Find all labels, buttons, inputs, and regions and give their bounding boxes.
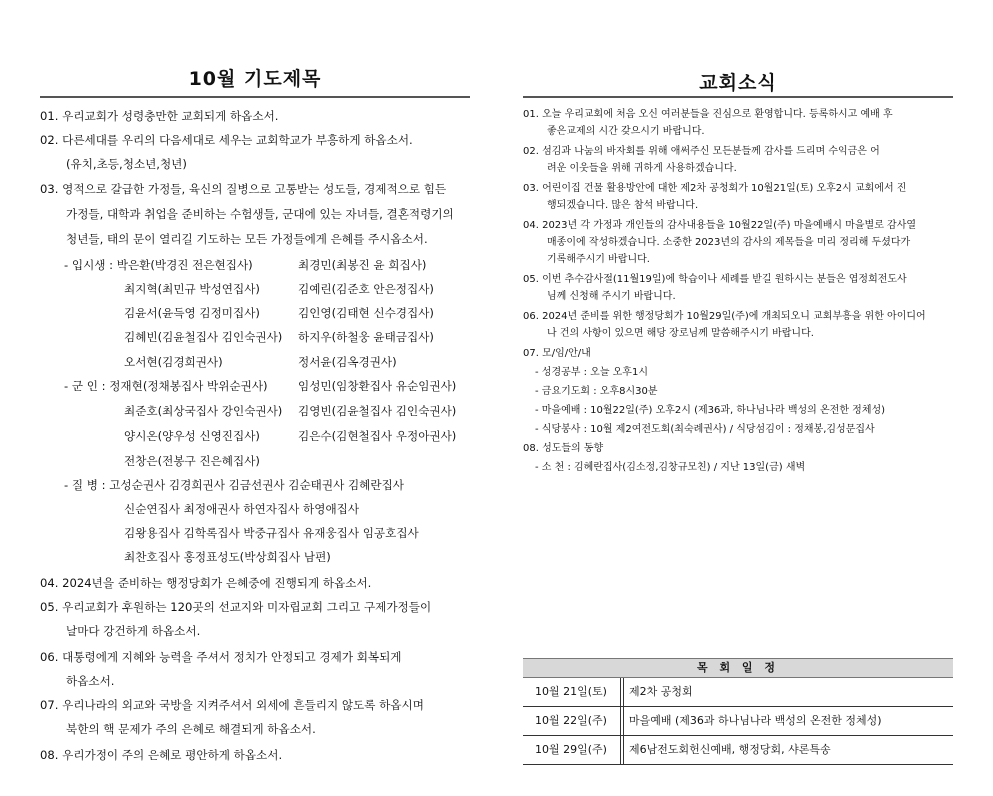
prayer-item-03-cont-2: 청년들, 태의 문이 열리길 기도하는 모든 가정들에게 은혜를 주시옵소서. bbox=[66, 232, 428, 246]
exam-students-name-10: 정서윤(김옥경권사) bbox=[298, 355, 397, 369]
prayer-item-05-cont: 날마다 강건하게 하옵소서. bbox=[66, 624, 201, 638]
news-item-02: 02. 섬김과 나눔의 바자회를 위해 애써주신 모든분들께 감사를 드리며 수익금은 어 bbox=[523, 146, 880, 157]
prayer-topics-title: 10월 기도제목 bbox=[188, 68, 322, 90]
military-name-5: 양시온(양우성 신영진집사) bbox=[124, 429, 260, 443]
schedule-event: 마을예배 (제36과 하나님나라 백성의 온전한 정체성) bbox=[629, 714, 882, 727]
prayer-item-07: 07. 우리나라의 외교와 국방을 지켜주셔서 외세에 흔들리지 않도록 하옵시며 bbox=[40, 698, 424, 712]
column-divider bbox=[620, 707, 621, 735]
prayer-item-01: 01. 우리교회가 성령충만한 교회되게 하옵소서. bbox=[40, 109, 279, 123]
illness-line-1: - 질 병 : 고성순권사 김경희권사 김금선권사 김순태권사 김혜란집사 bbox=[64, 478, 404, 492]
exam-students-name-8: 하지우(하철웅 윤태금집사) bbox=[298, 330, 434, 344]
news-item-07: 07. 모/임/안/내 bbox=[523, 348, 591, 359]
meeting-kitchen-service: - 식당봉사 : 10월 제2여전도회(최숙례권사) / 식당섬김이 : 정채봉,김성문집사 bbox=[535, 424, 875, 435]
illness-line-4: 최찬호집사 홍정표성도(박상희집사 남편) bbox=[124, 550, 331, 564]
exam-students-name-4: 김예린(김준호 안은정집사) bbox=[298, 282, 434, 296]
meeting-village-worship: - 마을예배 : 10월22일(주) 오후2시 (제36과, 하나님나라 백성의 온전한 정체성) bbox=[535, 405, 886, 416]
illness-line-2: 신순연집사 최정애권사 하연자집사 하영애집사 bbox=[124, 502, 360, 516]
prayer-item-06-cont: 하옵소서. bbox=[66, 674, 115, 688]
church-news-title: 교회소식 bbox=[699, 72, 777, 94]
news-item-08: 08. 성도들의 동향 bbox=[523, 443, 604, 454]
exam-students-name-7: 김혜빈(김윤철집사 김인숙권사) bbox=[124, 330, 283, 344]
prayer-item-03: 03. 영적으로 갈급한 가정들, 육신의 질병으로 고통받는 성도들, 경제적으로 힘든 bbox=[40, 182, 447, 196]
military-name-3: 최준호(최상국집사 강인숙권사) bbox=[124, 404, 283, 418]
prayer-item-03-cont-1: 가정들, 대학과 취업을 준비하는 수험생들, 군대에 있는 자녀들, 결혼적령기의 bbox=[66, 207, 454, 221]
military-line-1: - 군 인 : 정재현(정채봉집사 박위순권사) bbox=[64, 379, 268, 393]
exam-students-line-1: - 입시생 : 박은환(박경진 전은현집사) bbox=[64, 258, 253, 272]
table-row bbox=[523, 736, 953, 765]
table-row bbox=[523, 678, 953, 707]
column-divider bbox=[623, 707, 624, 735]
news-item-05-cont: 님께 신청해 주시기 바랍니다. bbox=[547, 291, 676, 302]
news-item-01-cont: 좋은교제의 시간 갖으시기 바랍니다. bbox=[547, 126, 705, 137]
news-item-06: 06. 2024년 준비를 위한 행정당회가 10월29일(주)에 개최되오니 교회부흥을 위한 아이디어 bbox=[523, 311, 926, 322]
member-passing-notice: - 소 천 : 김혜란집사(김소정,김창규모친) / 지난 13일(금) 새벽 bbox=[535, 462, 806, 473]
military-name-4: 김영빈(김윤철집사 김인숙권사) bbox=[298, 404, 457, 418]
schedule-event: 제6남전도회헌신예배, 행정당회, 샤론특송 bbox=[629, 743, 831, 756]
news-item-03-cont: 행되겠습니다. 많은 참석 바랍니다. bbox=[547, 200, 699, 211]
prayer-item-04: 04. 2024년을 준비하는 행정당회가 은혜중에 진행되게 하옵소서. bbox=[40, 576, 372, 590]
table-row bbox=[523, 707, 953, 736]
exam-students-name-3: 최지혁(최민규 박성연집사) bbox=[124, 282, 260, 296]
exam-students-name-6: 김인영(김태현 신수경집사) bbox=[298, 306, 434, 320]
illness-line-3: 김왕용집사 김학록집사 박중규집사 유재웅집사 임공호집사 bbox=[124, 526, 419, 540]
column-divider bbox=[620, 736, 621, 764]
church-news-divider bbox=[523, 96, 953, 98]
schedule-header: 목 회 일 정 bbox=[523, 658, 953, 678]
schedule-event: 제2차 공청회 bbox=[629, 685, 693, 698]
meeting-bible-study: - 성경공부 : 오늘 오후1시 bbox=[535, 367, 648, 378]
column-divider bbox=[623, 736, 624, 764]
news-item-02-cont: 려운 이웃들을 위해 귀하게 사용하겠습니다. bbox=[547, 163, 737, 174]
prayer-item-07-cont: 북한의 핵 문제가 주의 은혜로 해결되게 하옵소서. bbox=[66, 722, 316, 736]
prayer-item-06: 06. 대통령에게 지혜와 능력을 주셔서 정치가 안정되고 경제가 회복되게 bbox=[40, 650, 402, 664]
schedule-date: 10월 21일(토) bbox=[535, 685, 607, 698]
news-item-06-cont: 나 건의 사항이 있으면 해당 장로님께 말씀해주시기 바랍니다. bbox=[547, 328, 814, 339]
news-item-04-cont-2: 기록해주시기 바랍니다. bbox=[547, 254, 650, 265]
prayer-item-02-cont: (유치,초등,청소년,청년) bbox=[66, 157, 187, 171]
exam-students-name-2: 최경민(최봉진 윤 희집사) bbox=[298, 258, 427, 272]
exam-students-name-5: 김윤서(윤득영 김정미집사) bbox=[124, 306, 260, 320]
news-item-01: 01. 오늘 우리교회에 처음 오신 여러분들을 진심으로 환영합니다. 등록하시고 예배 후 bbox=[523, 109, 893, 120]
military-name-2: 임성민(임창환집사 유순임권사) bbox=[298, 379, 457, 393]
schedule-date: 10월 29일(주) bbox=[535, 743, 607, 756]
exam-students-name-9: 오서현(김경희권사) bbox=[124, 355, 223, 369]
meeting-friday-prayer: - 금요기도회 : 오후8시30분 bbox=[535, 386, 658, 397]
military-name-7: 전창은(전봉구 진은혜집사) bbox=[124, 454, 260, 468]
schedule-date: 10월 22일(주) bbox=[535, 714, 607, 727]
news-item-05: 05. 이번 추수감사절(11월19일)에 학습이나 세례를 받길 원하시는 분들은 엽정희전도사 bbox=[523, 274, 907, 285]
news-item-04-cont-1: 매종이에 작성하겠습니다. 소중한 2023년의 감사의 제목들을 미리 정리해 두셨다가 bbox=[547, 237, 911, 248]
column-divider bbox=[620, 678, 621, 706]
prayer-item-08: 08. 우리가정이 주의 은혜로 평안하게 하옵소서. bbox=[40, 748, 283, 762]
military-name-6: 김은수(김현철집사 우정아권사) bbox=[298, 429, 457, 443]
prayer-item-02: 02. 다른세대를 우리의 다음세대로 세우는 교회학교가 부흥하게 하옵소서. bbox=[40, 133, 413, 147]
news-item-04: 04. 2023년 각 가정과 개인들의 감사내용들을 10월22일(주) 마을예배시 마을별로 감사열 bbox=[523, 220, 917, 231]
column-divider bbox=[623, 678, 624, 706]
prayer-item-05: 05. 우리교회가 후원하는 120곳의 선교지와 미자립교회 그리고 구제가정들이 bbox=[40, 600, 432, 614]
news-item-03: 03. 어린이집 건물 활용방안에 대한 제2차 공청회가 10월21일(토) 오후2시 교회에서 진 bbox=[523, 183, 907, 194]
prayer-topics-divider bbox=[40, 96, 470, 98]
